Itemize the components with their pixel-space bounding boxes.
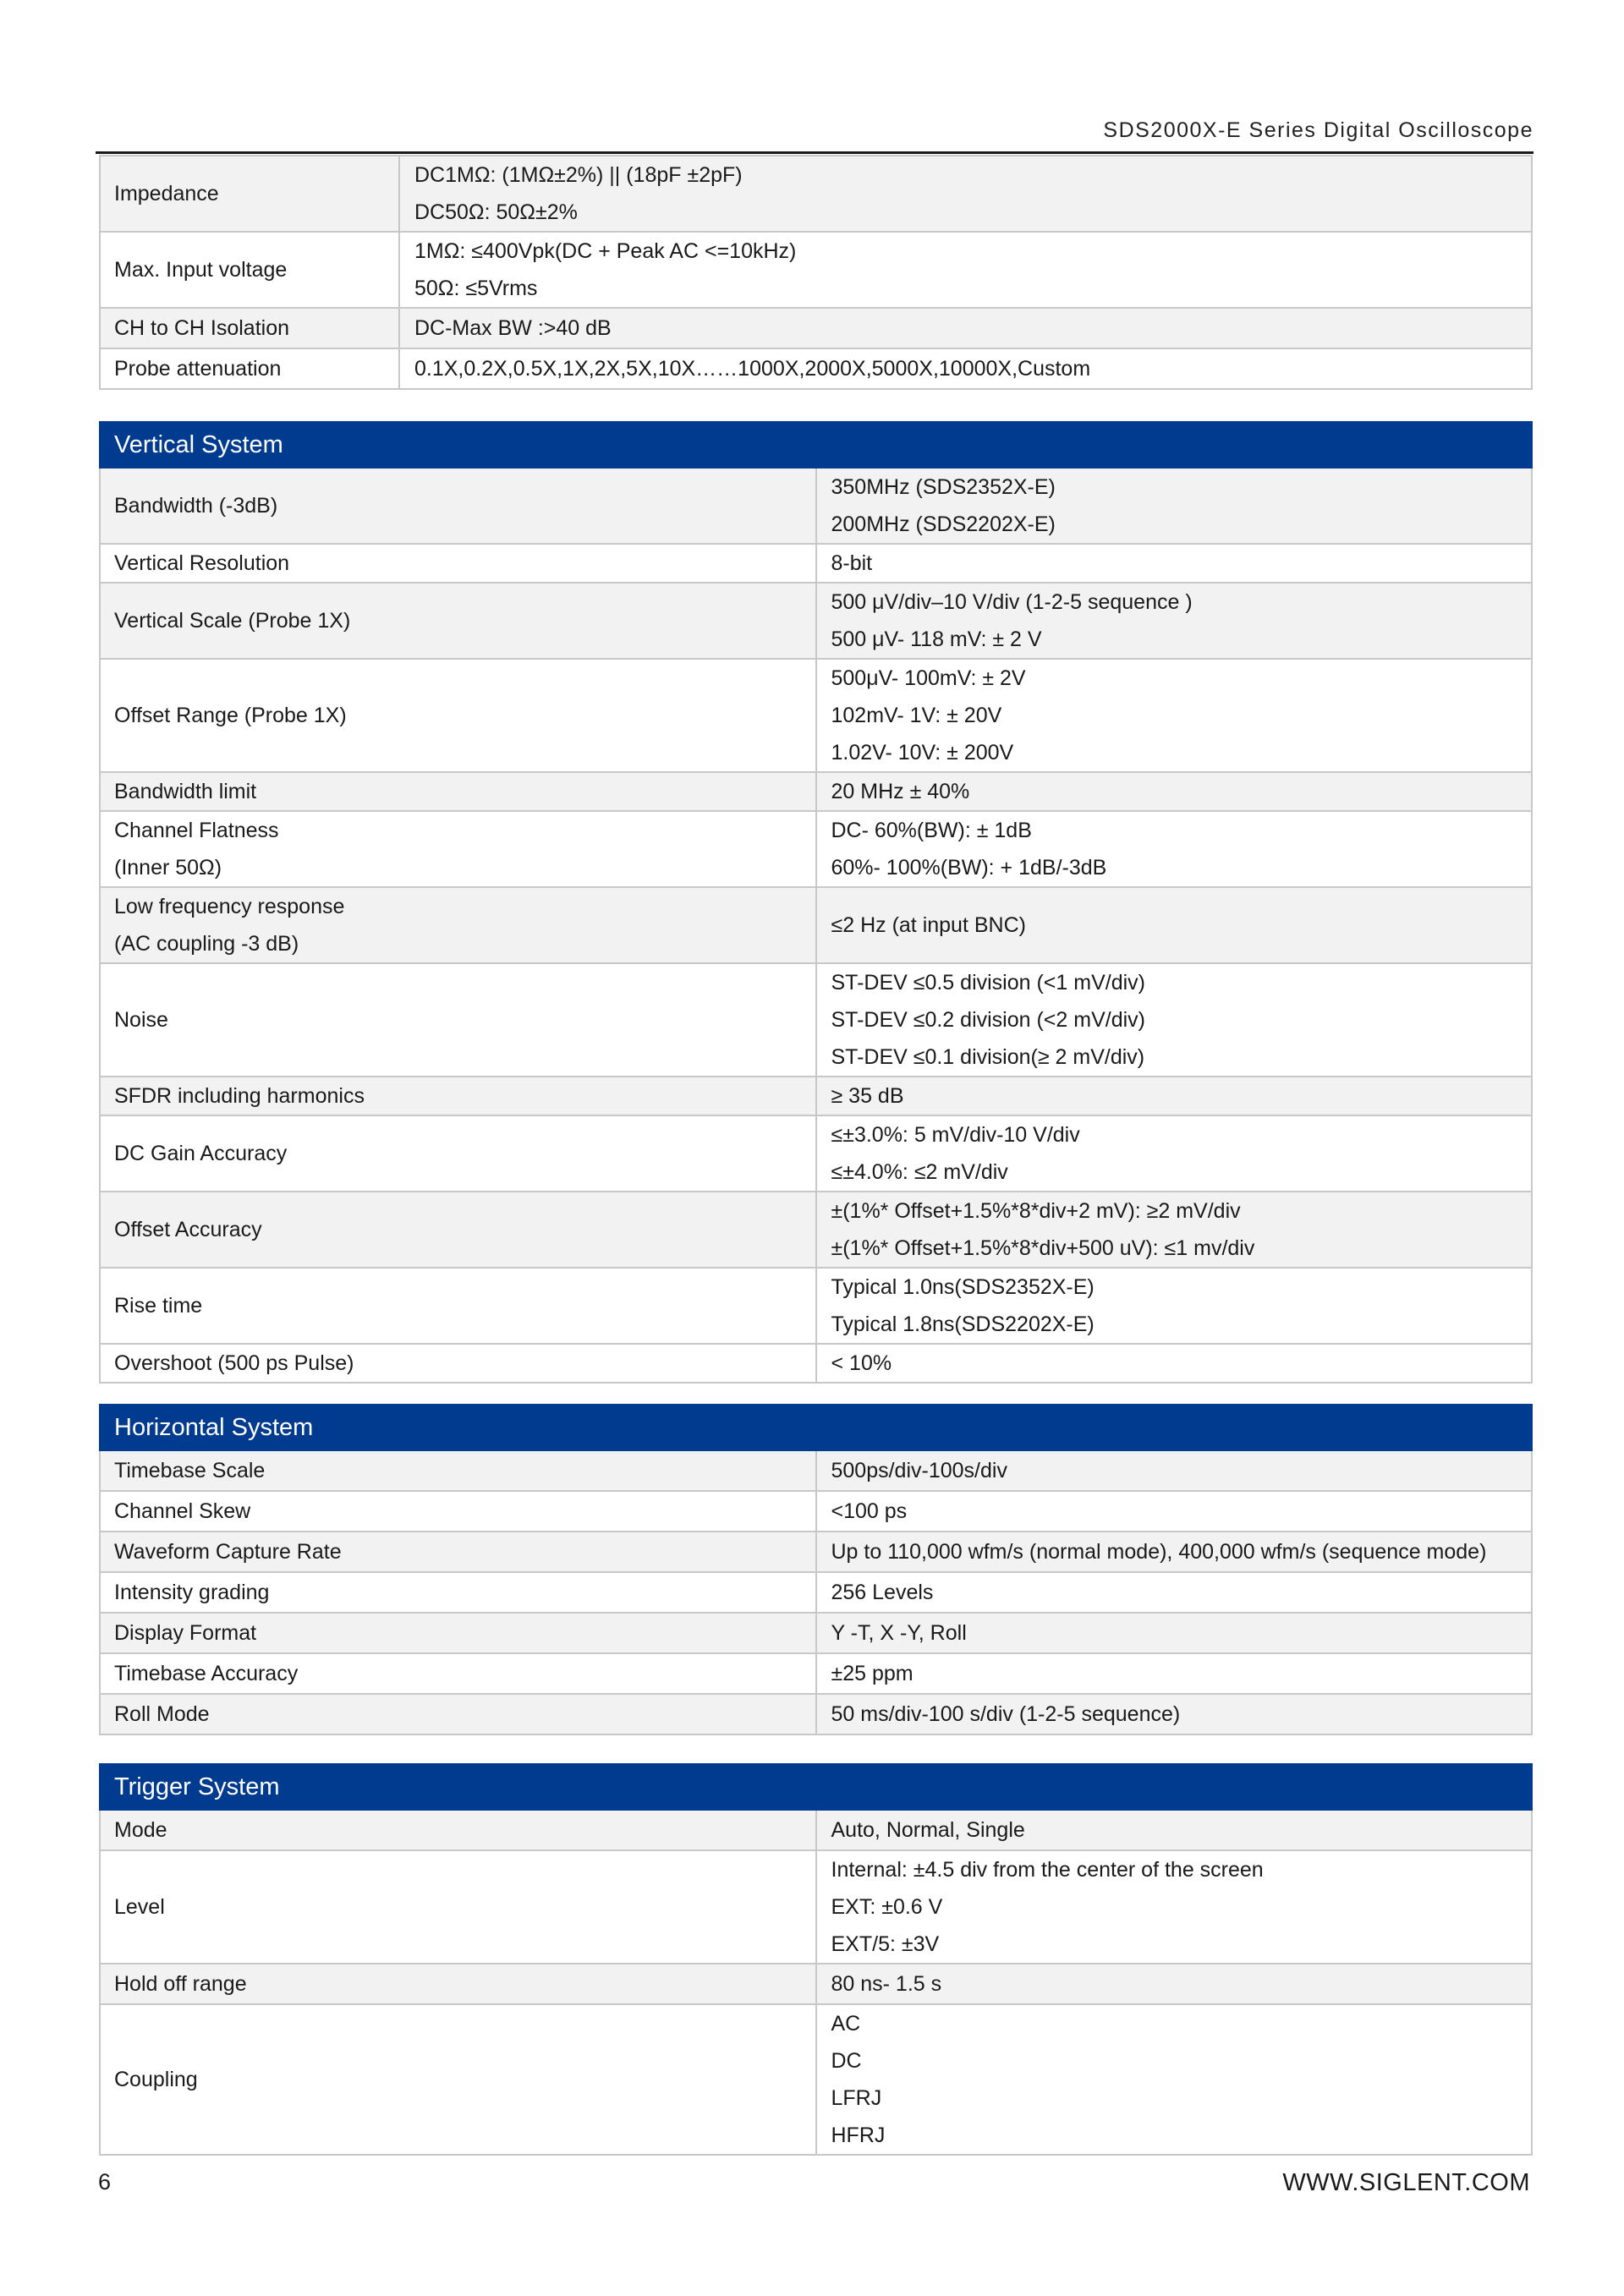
page-number: 6 — [98, 2169, 112, 2195]
spec-param: Vertical Scale (Probe 1X) — [100, 583, 816, 659]
spec-param: Timebase Scale — [100, 1450, 816, 1491]
spec-value: 0.1X,0.2X,0.5X,1X,2X,5X,10X……1000X,2000X,5000X,10000X,Custom — [399, 348, 1532, 389]
spec-value: ≤±3.0%: 5 mV/div-10 V/div ≤±4.0%: ≤2 mV/div — [816, 1115, 1533, 1192]
spec-row — [100, 1491, 1532, 1532]
spec-row — [100, 2004, 1532, 2155]
spec-row — [100, 468, 1532, 544]
spec-param: Max. Input voltage — [100, 232, 399, 308]
section-heading-trigger: Trigger System — [100, 1764, 1532, 1810]
spec-value: ≥ 35 dB — [816, 1077, 1533, 1115]
spec-row — [100, 1268, 1532, 1344]
spec-param: Intensity grading — [100, 1572, 816, 1613]
spec-row — [100, 348, 1532, 389]
trigger-system-table — [99, 1763, 1533, 2156]
section-heading-vertical: Vertical System — [100, 422, 1532, 468]
spec-param: Offset Range (Probe 1X) — [100, 659, 816, 772]
spec-row — [100, 583, 1532, 659]
spec-row — [100, 544, 1532, 583]
header-divider — [96, 151, 1533, 154]
spec-param: SFDR including harmonics — [100, 1077, 816, 1115]
spec-value: ST-DEV ≤0.5 division (<1 mV/div) ST-DEV ≤0.2 division (<2 mV/div) ST-DEV ≤0.1 division(≥ 2 mV/div) — [816, 963, 1533, 1077]
spec-param: Impedance — [100, 156, 399, 232]
spec-param: Offset Accuracy — [100, 1192, 816, 1268]
spec-value: 256 Levels — [816, 1572, 1533, 1613]
spec-row — [100, 811, 1532, 887]
spec-param: Mode — [100, 1810, 816, 1850]
input-spec-table — [99, 155, 1533, 390]
spec-row — [100, 772, 1532, 811]
spec-param: CH to CH Isolation — [100, 308, 399, 348]
spec-value: < 10% — [816, 1344, 1533, 1383]
spec-row — [100, 1653, 1532, 1694]
spec-row — [100, 1344, 1532, 1383]
spec-param: Noise — [100, 963, 816, 1077]
spec-param: Hold off range — [100, 1964, 816, 2004]
spec-row — [100, 963, 1532, 1077]
spec-value: DC-Max BW :>40 dB — [399, 308, 1532, 348]
spec-value: Internal: ±4.5 div from the center of the screen EXT: ±0.6 V EXT/5: ±3V — [816, 1850, 1533, 1964]
spec-value: DC- 60%(BW): ± 1dB 60%- 100%(BW): + 1dB/-3dB — [816, 811, 1533, 887]
spec-row — [100, 1850, 1532, 1964]
footer-website-url: WWW.SIGLENT.COM — [1282, 2169, 1530, 2196]
spec-row — [100, 156, 1532, 232]
spec-param: Roll Mode — [100, 1694, 816, 1734]
spec-row — [100, 1450, 1532, 1491]
spec-value: 500 μV/div–10 V/div (1-2-5 sequence ) 500 μV- 118 mV: ± 2 V — [816, 583, 1533, 659]
spec-param: Display Format — [100, 1613, 816, 1653]
spec-param: Bandwidth limit — [100, 772, 816, 811]
spec-value: 500ps/div-100s/div — [816, 1450, 1533, 1491]
spec-value: 350MHz (SDS2352X-E) 200MHz (SDS2202X-E) — [816, 468, 1533, 544]
spec-param: Timebase Accuracy — [100, 1653, 816, 1694]
spec-value: 50 ms/div-100 s/div (1-2-5 sequence) — [816, 1694, 1533, 1734]
spec-row — [100, 308, 1532, 348]
spec-row — [100, 232, 1532, 308]
spec-row — [100, 1192, 1532, 1268]
spec-value: <100 ps — [816, 1491, 1533, 1532]
spec-value: Up to 110,000 wfm/s (normal mode), 400,000 wfm/s (sequence mode) — [816, 1532, 1533, 1572]
spec-row — [100, 1613, 1532, 1653]
spec-param: Channel Flatness (Inner 50Ω) — [100, 811, 816, 887]
spec-row — [100, 1115, 1532, 1192]
spec-param: Rise time — [100, 1268, 816, 1344]
spec-value: 500μV- 100mV: ± 2V 102mV- 1V: ± 20V 1.02V- 10V: ± 200V — [816, 659, 1533, 772]
spec-value: ≤2 Hz (at input BNC) — [816, 887, 1533, 963]
spec-value: 80 ns- 1.5 s — [816, 1964, 1533, 2004]
spec-value: Y -T, X -Y, Roll — [816, 1613, 1533, 1653]
spec-value: ±25 ppm — [816, 1653, 1533, 1694]
spec-param: Coupling — [100, 2004, 816, 2155]
spec-value: ±(1%* Offset+1.5%*8*div+2 mV): ≥2 mV/div ±(1%* Offset+1.5%*8*div+500 uV): ≤1 mv/div — [816, 1192, 1533, 1268]
spec-value: 20 MHz ± 40% — [816, 772, 1533, 811]
spec-row — [100, 1532, 1532, 1572]
spec-param: Bandwidth (-3dB) — [100, 468, 816, 544]
spec-row — [100, 1572, 1532, 1613]
spec-row — [100, 1077, 1532, 1115]
spec-row — [100, 659, 1532, 772]
vertical-system-table — [99, 421, 1533, 1384]
spec-value: AC DC LFRJ HFRJ — [816, 2004, 1533, 2155]
spec-param: DC Gain Accuracy — [100, 1115, 816, 1192]
horizontal-system-table — [99, 1404, 1533, 1735]
document-header-title: SDS2000X-E Series Digital Oscilloscope — [1103, 118, 1533, 142]
spec-value: DC1MΩ: (1MΩ±2%) || (18pF ±2pF) DC50Ω: 50Ω±2% — [399, 156, 1532, 232]
spec-value: 8-bit — [816, 544, 1533, 583]
spec-param: Probe attenuation — [100, 348, 399, 389]
spec-param: Overshoot (500 ps Pulse) — [100, 1344, 816, 1383]
spec-value: Typical 1.0ns(SDS2352X-E) Typical 1.8ns(SDS2202X-E) — [816, 1268, 1533, 1344]
spec-param: Low frequency response (AC coupling -3 dB) — [100, 887, 816, 963]
spec-param: Vertical Resolution — [100, 544, 816, 583]
spec-param: Channel Skew — [100, 1491, 816, 1532]
spec-param: Waveform Capture Rate — [100, 1532, 816, 1572]
spec-value: Auto, Normal, Single — [816, 1810, 1533, 1850]
spec-row — [100, 1810, 1532, 1850]
section-heading-horizontal: Horizontal System — [100, 1405, 1532, 1450]
spec-row — [100, 1694, 1532, 1734]
spec-row — [100, 1964, 1532, 2004]
spec-value: 1MΩ: ≤400Vpk(DC + Peak AC <=10kHz) 50Ω: ≤5Vrms — [399, 232, 1532, 308]
spec-param: Level — [100, 1850, 816, 1964]
spec-row — [100, 887, 1532, 963]
